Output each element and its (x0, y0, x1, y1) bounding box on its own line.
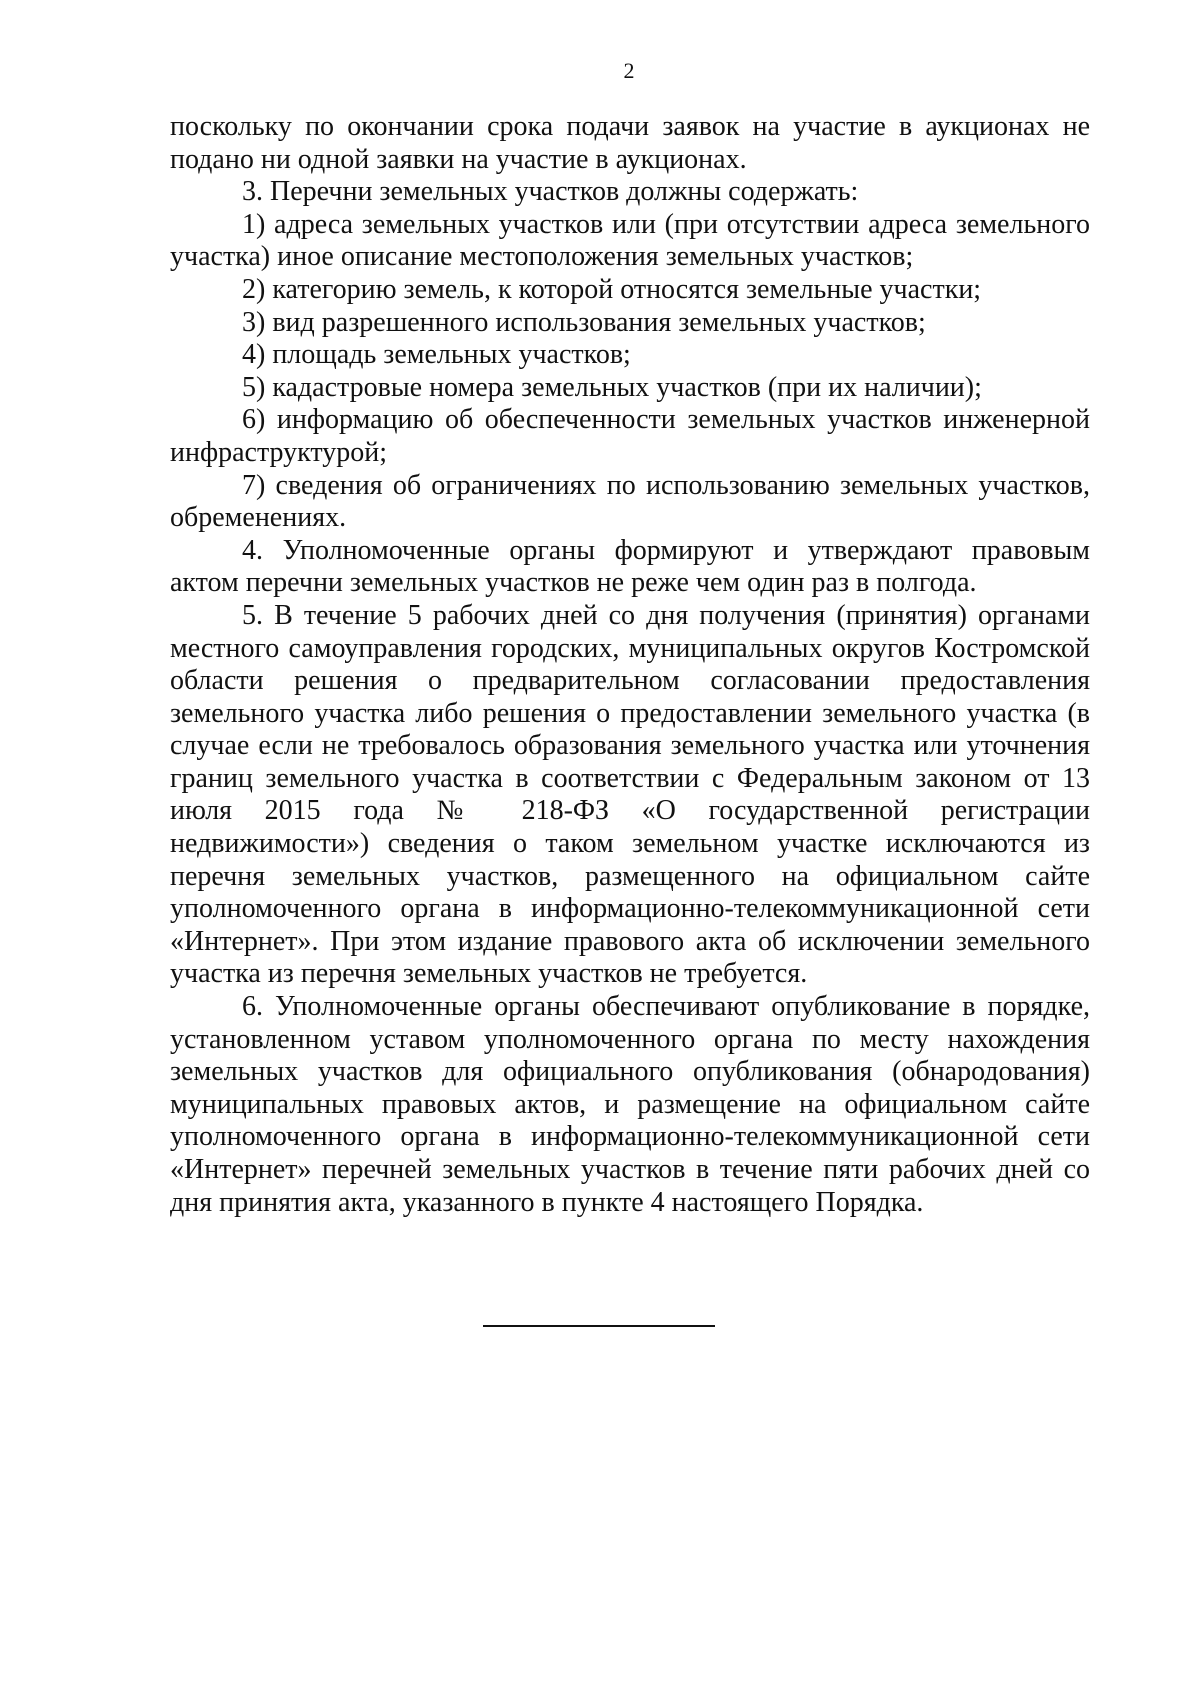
paragraph-item-6: 6. Уполномоченные органы обеспечивают опубликование в порядке, установленном уставом уполномоченного органа по месту нахождения земельных участков для официального опубликования (обнародования) муниципальных правовых актов, и размещение на официальном сайте уполномоченного органа в информационно-телекоммуникационной сети «Интернет» перечней земельных участков в течение пяти рабочих дней со дня принятия акта, указанного в пункте 4 настоящего Порядка. (170, 991, 1090, 1218)
list-item-2: 2) категорию земель, к которой относятся земельные участки; (242, 273, 982, 305)
paragraph-item-4: 4. Уполномоченные органы формируют и утверждают правовым актом перечни земельных участков не реже чем один раз в полгода. (170, 534, 1090, 599)
list-item-1: 1) адреса земельных участков или (при отсутствии адреса земельного участка) иное описание местоположения земельных участков; (170, 208, 1090, 273)
document-body (170, 111, 1090, 1219)
list-item-6: 6) информацию об обеспеченности земельных участков инженерной инфраструктурой; (170, 404, 1090, 468)
list-item-5: 5) кадастровые номера земельных участков (при их наличии); (242, 371, 982, 403)
closing-rule-divider (483, 1325, 715, 1327)
list-item-4: 4) площадь земельных участков; (242, 339, 631, 371)
page-number: 2 (623, 58, 635, 83)
list-item-7: 7) сведения об ограничениях по использованию земельных участков, обременениях. (170, 469, 1090, 534)
paragraph-item-5: 5. В течение 5 рабочих дней со дня получения (принятия) органами местного самоуправления городских, муниципальных округов Костромской области решения о предварительном согласовании предоставления земельного участка либо решения о предоставлении земельного участка (в случае если не требовалось образования земельного участка или уточнения границ земельного участка в соответствии с Федеральным законом от 13 июля 2015 года № 218-ФЗ «О государственной регистрации недвижимости») сведения о таком земельном участке исключаются из перечня земельных участков, размещенного на официальном сайте уполномоченного органа в информационно-телекоммуникационной сети «Интернет». При этом издание правового акта об исключении земельного участка из перечня земельных участков не требуется. (170, 599, 1090, 990)
paragraph-item-3: 3. Перечни земельных участков должны содержать: (242, 176, 859, 208)
paragraph-continuation: поскольку по окончании срока подачи заявок на участие в аукционах не подано ни одной заявки на участие в аукционах. (170, 111, 1090, 175)
list-item-3: 3) вид разрешенного использования земельных участков; (242, 306, 926, 338)
